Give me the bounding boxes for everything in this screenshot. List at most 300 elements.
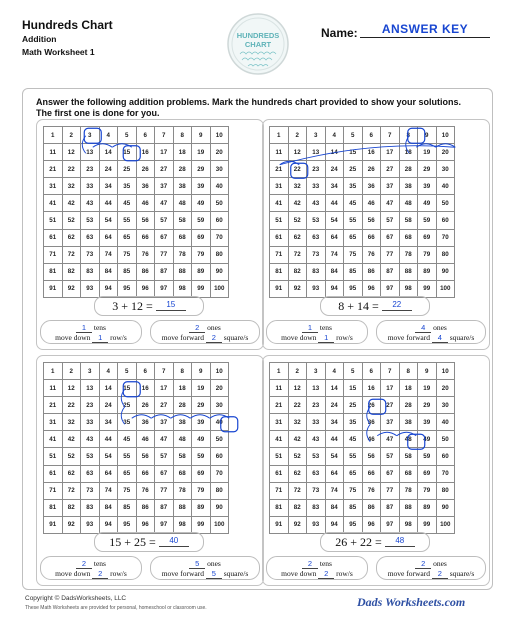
chart-cell[interactable]: 8 [399, 127, 418, 144]
chart-cell[interactable]: 51 [270, 448, 289, 465]
chart-cell[interactable]: 27 [155, 397, 174, 414]
chart-cell[interactable]: 92 [288, 280, 307, 297]
chart-cell[interactable]: 41 [44, 195, 63, 212]
chart-cell[interactable]: 86 [136, 263, 155, 280]
chart-cell[interactable]: 39 [418, 414, 437, 431]
chart-cell[interactable]: 30 [210, 397, 229, 414]
chart-cell[interactable]: 51 [270, 212, 289, 229]
chart-cell[interactable]: 52 [288, 212, 307, 229]
chart-cell[interactable]: 23 [81, 397, 100, 414]
chart-cell[interactable]: 40 [210, 414, 229, 431]
chart-cell[interactable]: 47 [155, 431, 174, 448]
chart-cell[interactable]: 63 [307, 465, 326, 482]
chart-cell[interactable]: 25 [344, 161, 363, 178]
chart-cell[interactable]: 47 [381, 195, 400, 212]
chart-cell[interactable]: 81 [44, 499, 63, 516]
chart-cell[interactable]: 58 [399, 212, 418, 229]
chart-cell[interactable]: 49 [192, 195, 211, 212]
chart-cell[interactable]: 4 [325, 127, 344, 144]
chart-cell[interactable]: 21 [44, 161, 63, 178]
chart-cell[interactable]: 56 [362, 212, 381, 229]
chart-cell[interactable]: 37 [155, 178, 174, 195]
chart-cell[interactable]: 16 [136, 144, 155, 161]
chart-cell[interactable]: 34 [325, 414, 344, 431]
chart-cell[interactable]: 82 [288, 499, 307, 516]
chart-cell[interactable]: 97 [381, 280, 400, 297]
chart-cell[interactable]: 69 [192, 465, 211, 482]
chart-cell[interactable]: 43 [81, 431, 100, 448]
chart-cell[interactable]: 11 [270, 144, 289, 161]
chart-cell[interactable]: 69 [418, 465, 437, 482]
chart-cell[interactable]: 36 [136, 178, 155, 195]
chart-cell[interactable]: 31 [270, 178, 289, 195]
chart-cell[interactable]: 12 [62, 380, 81, 397]
chart-cell[interactable]: 43 [307, 431, 326, 448]
chart-cell[interactable]: 81 [270, 499, 289, 516]
chart-cell[interactable]: 26 [362, 161, 381, 178]
chart-cell[interactable]: 27 [381, 161, 400, 178]
chart-cell[interactable]: 10 [210, 127, 229, 144]
chart-cell[interactable]: 88 [173, 263, 192, 280]
chart-cell[interactable]: 38 [399, 178, 418, 195]
chart-cell[interactable]: 30 [436, 397, 455, 414]
chart-cell[interactable]: 41 [44, 431, 63, 448]
chart-cell[interactable]: 12 [288, 144, 307, 161]
chart-cell[interactable]: 59 [418, 448, 437, 465]
chart-cell[interactable]: 93 [307, 516, 326, 533]
chart-cell[interactable]: 91 [44, 516, 63, 533]
chart-cell[interactable]: 28 [173, 397, 192, 414]
chart-cell[interactable]: 97 [155, 280, 174, 297]
chart-cell[interactable]: 22 [288, 161, 307, 178]
chart-cell[interactable]: 49 [192, 431, 211, 448]
sum-answer[interactable]: 40 [159, 535, 189, 547]
chart-cell[interactable]: 15 [344, 380, 363, 397]
chart-cell[interactable]: 39 [192, 178, 211, 195]
chart-cell[interactable]: 84 [325, 263, 344, 280]
chart-cell[interactable]: 6 [136, 363, 155, 380]
chart-cell[interactable]: 96 [362, 516, 381, 533]
chart-cell[interactable]: 34 [99, 414, 118, 431]
chart-cell[interactable]: 70 [436, 465, 455, 482]
chart-cell[interactable]: 44 [325, 195, 344, 212]
chart-cell[interactable]: 23 [81, 161, 100, 178]
chart-cell[interactable]: 70 [210, 229, 229, 246]
chart-cell[interactable]: 80 [436, 246, 455, 263]
chart-cell[interactable]: 24 [325, 161, 344, 178]
chart-cell[interactable]: 35 [344, 178, 363, 195]
chart-cell[interactable]: 5 [344, 127, 363, 144]
chart-cell[interactable]: 9 [418, 127, 437, 144]
chart-cell[interactable]: 39 [418, 178, 437, 195]
chart-cell[interactable]: 68 [173, 229, 192, 246]
chart-cell[interactable]: 85 [344, 499, 363, 516]
chart-cell[interactable]: 42 [288, 431, 307, 448]
chart-cell[interactable]: 24 [99, 161, 118, 178]
chart-cell[interactable]: 86 [362, 499, 381, 516]
chart-cell[interactable]: 90 [436, 263, 455, 280]
chart-cell[interactable]: 34 [99, 178, 118, 195]
chart-cell[interactable]: 11 [44, 380, 63, 397]
chart-cell[interactable]: 100 [210, 280, 229, 297]
chart-cell[interactable]: 51 [44, 212, 63, 229]
chart-cell[interactable]: 33 [81, 414, 100, 431]
chart-cell[interactable]: 16 [136, 380, 155, 397]
chart-cell[interactable]: 83 [81, 263, 100, 280]
chart-cell[interactable]: 66 [362, 465, 381, 482]
chart-cell[interactable]: 67 [381, 229, 400, 246]
chart-cell[interactable]: 28 [399, 397, 418, 414]
chart-cell[interactable]: 77 [155, 482, 174, 499]
chart-cell[interactable]: 94 [325, 280, 344, 297]
ones-answer[interactable]: 2 [415, 560, 431, 569]
chart-cell[interactable]: 91 [270, 516, 289, 533]
chart-cell[interactable]: 33 [307, 414, 326, 431]
chart-cell[interactable]: 68 [399, 229, 418, 246]
chart-cell[interactable]: 81 [270, 263, 289, 280]
chart-cell[interactable]: 20 [436, 380, 455, 397]
chart-cell[interactable]: 43 [81, 195, 100, 212]
chart-cell[interactable]: 52 [62, 212, 81, 229]
chart-cell[interactable]: 100 [210, 516, 229, 533]
chart-cell[interactable]: 1 [44, 363, 63, 380]
chart-cell[interactable]: 96 [136, 516, 155, 533]
chart-cell[interactable]: 22 [62, 161, 81, 178]
chart-cell[interactable]: 19 [192, 144, 211, 161]
chart-cell[interactable]: 7 [381, 363, 400, 380]
chart-cell[interactable]: 74 [99, 482, 118, 499]
chart-cell[interactable]: 17 [381, 380, 400, 397]
chart-cell[interactable]: 86 [136, 499, 155, 516]
chart-cell[interactable]: 25 [118, 397, 137, 414]
chart-cell[interactable]: 67 [381, 465, 400, 482]
chart-cell[interactable]: 93 [81, 516, 100, 533]
chart-cell[interactable]: 74 [325, 482, 344, 499]
chart-cell[interactable]: 8 [173, 127, 192, 144]
chart-cell[interactable]: 19 [192, 380, 211, 397]
chart-cell[interactable]: 14 [99, 144, 118, 161]
chart-cell[interactable]: 82 [288, 263, 307, 280]
chart-cell[interactable]: 80 [210, 246, 229, 263]
chart-cell[interactable]: 72 [288, 482, 307, 499]
chart-cell[interactable]: 65 [344, 229, 363, 246]
chart-cell[interactable]: 18 [173, 144, 192, 161]
chart-cell[interactable]: 25 [118, 161, 137, 178]
chart-cell[interactable]: 13 [307, 380, 326, 397]
chart-cell[interactable]: 38 [173, 178, 192, 195]
chart-cell[interactable]: 32 [288, 178, 307, 195]
chart-cell[interactable]: 73 [81, 482, 100, 499]
chart-cell[interactable]: 36 [136, 414, 155, 431]
chart-cell[interactable]: 29 [418, 161, 437, 178]
chart-cell[interactable]: 61 [270, 229, 289, 246]
chart-cell[interactable]: 20 [210, 380, 229, 397]
chart-cell[interactable]: 71 [270, 482, 289, 499]
rows-answer[interactable]: 2 [318, 570, 334, 579]
chart-cell[interactable]: 71 [44, 246, 63, 263]
chart-cell[interactable]: 95 [118, 516, 137, 533]
chart-cell[interactable]: 57 [155, 212, 174, 229]
chart-cell[interactable]: 84 [99, 499, 118, 516]
chart-cell[interactable]: 49 [418, 431, 437, 448]
chart-cell[interactable]: 21 [270, 397, 289, 414]
chart-cell[interactable]: 46 [136, 195, 155, 212]
chart-cell[interactable]: 83 [307, 499, 326, 516]
chart-cell[interactable]: 3 [81, 363, 100, 380]
chart-cell[interactable]: 53 [307, 448, 326, 465]
chart-cell[interactable]: 65 [118, 229, 137, 246]
chart-cell[interactable]: 20 [210, 144, 229, 161]
chart-cell[interactable]: 36 [362, 178, 381, 195]
chart-cell[interactable]: 62 [62, 465, 81, 482]
chart-cell[interactable]: 2 [288, 363, 307, 380]
chart-cell[interactable]: 29 [192, 397, 211, 414]
chart-cell[interactable]: 87 [381, 263, 400, 280]
chart-cell[interactable]: 5 [118, 127, 137, 144]
chart-cell[interactable]: 99 [418, 280, 437, 297]
chart-cell[interactable]: 93 [307, 280, 326, 297]
chart-cell[interactable]: 2 [62, 127, 81, 144]
tens-answer[interactable]: 2 [76, 560, 92, 569]
chart-cell[interactable]: 94 [325, 516, 344, 533]
tens-answer[interactable]: 2 [302, 560, 318, 569]
chart-cell[interactable]: 63 [307, 229, 326, 246]
chart-cell[interactable]: 29 [418, 397, 437, 414]
chart-cell[interactable]: 56 [136, 212, 155, 229]
tens-answer[interactable]: 1 [302, 324, 318, 333]
chart-cell[interactable]: 12 [62, 144, 81, 161]
chart-cell[interactable]: 50 [210, 195, 229, 212]
chart-cell[interactable]: 99 [192, 516, 211, 533]
chart-cell[interactable]: 25 [344, 397, 363, 414]
chart-cell[interactable]: 84 [325, 499, 344, 516]
chart-cell[interactable]: 97 [155, 516, 174, 533]
chart-cell[interactable]: 14 [99, 380, 118, 397]
chart-cell[interactable]: 22 [288, 397, 307, 414]
chart-cell[interactable]: 35 [118, 178, 137, 195]
chart-cell[interactable]: 89 [192, 499, 211, 516]
chart-cell[interactable]: 80 [210, 482, 229, 499]
chart-cell[interactable]: 2 [288, 127, 307, 144]
chart-cell[interactable]: 76 [362, 246, 381, 263]
squares-answer[interactable]: 2 [206, 334, 222, 343]
chart-cell[interactable]: 84 [99, 263, 118, 280]
chart-cell[interactable]: 73 [81, 246, 100, 263]
chart-cell[interactable]: 35 [118, 414, 137, 431]
chart-cell[interactable]: 1 [270, 363, 289, 380]
chart-cell[interactable]: 11 [270, 380, 289, 397]
chart-cell[interactable]: 76 [136, 246, 155, 263]
chart-cell[interactable]: 67 [155, 229, 174, 246]
chart-cell[interactable]: 19 [418, 144, 437, 161]
chart-cell[interactable]: 58 [399, 448, 418, 465]
chart-cell[interactable]: 16 [362, 144, 381, 161]
chart-cell[interactable]: 44 [325, 431, 344, 448]
chart-cell[interactable]: 44 [99, 431, 118, 448]
chart-cell[interactable]: 42 [62, 431, 81, 448]
chart-cell[interactable]: 37 [381, 414, 400, 431]
chart-cell[interactable]: 79 [192, 246, 211, 263]
chart-cell[interactable]: 78 [399, 482, 418, 499]
chart-cell[interactable]: 63 [81, 229, 100, 246]
chart-cell[interactable]: 7 [381, 127, 400, 144]
chart-cell[interactable]: 75 [344, 482, 363, 499]
chart-cell[interactable]: 88 [399, 499, 418, 516]
sum-answer[interactable]: 15 [156, 299, 186, 311]
chart-cell[interactable]: 5 [344, 363, 363, 380]
chart-cell[interactable]: 74 [99, 246, 118, 263]
chart-cell[interactable]: 76 [362, 482, 381, 499]
chart-cell[interactable]: 20 [436, 144, 455, 161]
chart-cell[interactable]: 50 [436, 195, 455, 212]
chart-cell[interactable]: 30 [210, 161, 229, 178]
chart-cell[interactable]: 14 [325, 144, 344, 161]
chart-cell[interactable]: 40 [436, 414, 455, 431]
chart-cell[interactable]: 12 [288, 380, 307, 397]
chart-cell[interactable]: 65 [118, 465, 137, 482]
chart-cell[interactable]: 57 [381, 448, 400, 465]
chart-cell[interactable]: 68 [399, 465, 418, 482]
chart-cell[interactable]: 45 [118, 195, 137, 212]
chart-cell[interactable]: 47 [381, 431, 400, 448]
chart-cell[interactable]: 37 [155, 414, 174, 431]
chart-cell[interactable]: 67 [155, 465, 174, 482]
chart-cell[interactable]: 29 [192, 161, 211, 178]
chart-cell[interactable]: 60 [210, 448, 229, 465]
chart-cell[interactable]: 9 [418, 363, 437, 380]
chart-cell[interactable]: 2 [62, 363, 81, 380]
chart-cell[interactable]: 1 [270, 127, 289, 144]
chart-cell[interactable]: 7 [155, 127, 174, 144]
chart-cell[interactable]: 9 [192, 127, 211, 144]
chart-cell[interactable]: 53 [307, 212, 326, 229]
chart-cell[interactable]: 90 [210, 499, 229, 516]
chart-cell[interactable]: 57 [155, 448, 174, 465]
chart-cell[interactable]: 27 [381, 397, 400, 414]
chart-cell[interactable]: 19 [418, 380, 437, 397]
chart-cell[interactable]: 32 [62, 414, 81, 431]
chart-cell[interactable]: 7 [155, 363, 174, 380]
chart-cell[interactable]: 64 [99, 465, 118, 482]
chart-cell[interactable]: 66 [136, 229, 155, 246]
chart-cell[interactable]: 8 [399, 363, 418, 380]
chart-cell[interactable]: 1 [44, 127, 63, 144]
chart-cell[interactable]: 87 [155, 263, 174, 280]
chart-cell[interactable]: 94 [99, 280, 118, 297]
chart-cell[interactable]: 15 [118, 144, 137, 161]
chart-cell[interactable]: 52 [288, 448, 307, 465]
chart-cell[interactable]: 80 [436, 482, 455, 499]
chart-cell[interactable]: 60 [436, 448, 455, 465]
chart-cell[interactable]: 75 [118, 482, 137, 499]
chart-cell[interactable]: 87 [155, 499, 174, 516]
chart-cell[interactable]: 89 [192, 263, 211, 280]
chart-cell[interactable]: 53 [81, 448, 100, 465]
chart-cell[interactable]: 83 [307, 263, 326, 280]
chart-cell[interactable]: 54 [325, 212, 344, 229]
chart-cell[interactable]: 30 [436, 161, 455, 178]
chart-cell[interactable]: 53 [81, 212, 100, 229]
chart-cell[interactable]: 34 [325, 178, 344, 195]
chart-cell[interactable]: 16 [362, 380, 381, 397]
chart-cell[interactable]: 91 [44, 280, 63, 297]
chart-cell[interactable]: 91 [270, 280, 289, 297]
chart-cell[interactable]: 21 [44, 397, 63, 414]
chart-cell[interactable]: 85 [118, 263, 137, 280]
chart-cell[interactable]: 96 [362, 280, 381, 297]
chart-cell[interactable]: 10 [210, 363, 229, 380]
chart-cell[interactable]: 4 [325, 363, 344, 380]
chart-cell[interactable]: 55 [344, 212, 363, 229]
chart-cell[interactable]: 41 [270, 431, 289, 448]
ones-answer[interactable]: 2 [189, 324, 205, 333]
chart-cell[interactable]: 28 [399, 161, 418, 178]
chart-cell[interactable]: 32 [62, 178, 81, 195]
chart-cell[interactable]: 58 [173, 448, 192, 465]
chart-cell[interactable]: 45 [344, 431, 363, 448]
chart-cell[interactable]: 55 [118, 212, 137, 229]
chart-cell[interactable]: 31 [270, 414, 289, 431]
chart-cell[interactable]: 47 [155, 195, 174, 212]
chart-cell[interactable]: 17 [155, 144, 174, 161]
chart-cell[interactable]: 42 [62, 195, 81, 212]
chart-cell[interactable]: 28 [173, 161, 192, 178]
chart-cell[interactable]: 31 [44, 414, 63, 431]
chart-cell[interactable]: 79 [418, 246, 437, 263]
chart-cell[interactable]: 98 [399, 516, 418, 533]
chart-cell[interactable]: 3 [307, 127, 326, 144]
chart-cell[interactable]: 82 [62, 499, 81, 516]
squares-answer[interactable]: 4 [432, 334, 448, 343]
chart-cell[interactable]: 68 [173, 465, 192, 482]
chart-cell[interactable]: 92 [288, 516, 307, 533]
chart-cell[interactable]: 18 [399, 380, 418, 397]
chart-cell[interactable]: 38 [173, 414, 192, 431]
chart-cell[interactable]: 13 [81, 380, 100, 397]
chart-cell[interactable]: 99 [418, 516, 437, 533]
chart-cell[interactable]: 5 [118, 363, 137, 380]
chart-cell[interactable]: 44 [99, 195, 118, 212]
chart-cell[interactable]: 14 [325, 380, 344, 397]
chart-cell[interactable]: 15 [118, 380, 137, 397]
chart-cell[interactable]: 85 [118, 499, 137, 516]
chart-cell[interactable]: 3 [81, 127, 100, 144]
chart-cell[interactable]: 62 [288, 229, 307, 246]
chart-cell[interactable]: 66 [362, 229, 381, 246]
chart-cell[interactable]: 54 [99, 212, 118, 229]
chart-cell[interactable]: 64 [99, 229, 118, 246]
chart-cell[interactable]: 4 [99, 363, 118, 380]
chart-cell[interactable]: 95 [344, 280, 363, 297]
chart-cell[interactable]: 60 [210, 212, 229, 229]
chart-cell[interactable]: 62 [288, 465, 307, 482]
chart-cell[interactable]: 69 [418, 229, 437, 246]
chart-cell[interactable]: 23 [307, 161, 326, 178]
chart-cell[interactable]: 56 [136, 448, 155, 465]
chart-cell[interactable]: 87 [381, 499, 400, 516]
sum-answer[interactable]: 48 [385, 535, 415, 547]
chart-cell[interactable]: 100 [436, 516, 455, 533]
chart-cell[interactable]: 93 [81, 280, 100, 297]
chart-cell[interactable]: 15 [344, 144, 363, 161]
chart-cell[interactable]: 57 [381, 212, 400, 229]
chart-cell[interactable]: 36 [362, 414, 381, 431]
chart-cell[interactable]: 33 [81, 178, 100, 195]
chart-cell[interactable]: 10 [436, 127, 455, 144]
chart-cell[interactable]: 92 [62, 280, 81, 297]
chart-cell[interactable]: 81 [44, 263, 63, 280]
chart-cell[interactable]: 3 [307, 363, 326, 380]
